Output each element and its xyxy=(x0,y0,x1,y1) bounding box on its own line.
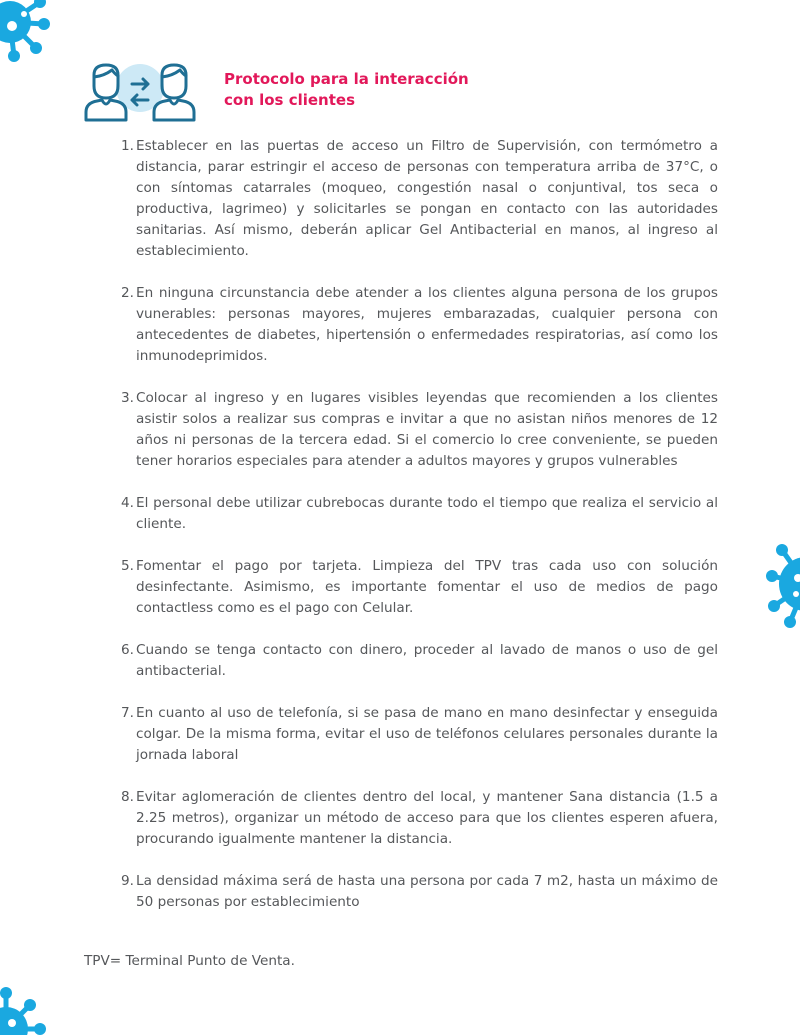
item-number: 3. xyxy=(121,390,134,406)
item-text: Fomentar el pago por tarjeta. Limpieza del TPV tras cada uso con solución desinfectante. Asimismo, es importante fomentar el uso de medios de pago contactless como es el pago con Celular. xyxy=(136,558,718,616)
virus-icon xyxy=(766,538,800,632)
item-number: 6. xyxy=(121,642,134,658)
item-text: Cuando se tenga contacto con dinero, proceder al lavado de manos o uso de gel antibacterial. xyxy=(136,642,718,679)
page-title-line2: con los clientes xyxy=(224,91,355,109)
page-title-line1: Protocolo para la interacción xyxy=(224,70,469,88)
virus-icon xyxy=(0,0,56,70)
protocol-item-3 xyxy=(121,388,718,472)
protocol-item-6 xyxy=(121,640,718,682)
footnote: TPV= Terminal Punto de Venta. xyxy=(84,953,295,969)
protocol-item-2 xyxy=(121,283,718,367)
item-text: Establecer en las puertas de acceso un Filtro de Supervisión, con termómetro a distancia, parar estringir el acceso de personas con temperatura arriba de 37°C, o con síntomas catarrales (moqueo, congestión nasal o conjuntival, tos seca o productiva, lagrimeo) y solicitarles se pongan en contacto con las autoridades sanitarias. Así mismo, deberán aplicar Gel Antibacterial en manos, al ingreso al establecimiento. xyxy=(136,138,718,259)
item-text: En cuanto al uso de telefonía, si se pasa de mano en mano desinfectar y enseguida colgar. De la misma forma, evitar el uso de teléfonos celulares personales durante la jornada laboral xyxy=(136,705,718,763)
item-text: En ninguna circunstancia debe atender a los clientes alguna persona de los grupos vunerables: personas mayores, mujeres embarazadas, cualquier persona con antecedentes de diabetes, hipertensión o enfermedades respiratorias, así como los inmunodeprimidos. xyxy=(136,285,718,364)
protocol-list xyxy=(121,136,718,934)
item-text: Evitar aglomeración de clientes dentro del local, y mantener Sana distancia (1.5 a 2.25 metros), organizar un método de acceso para que los clientes esperen afuera, procurando igualmente mantener la distancia. xyxy=(136,789,718,847)
item-number: 4. xyxy=(121,495,134,511)
protocol-item-8 xyxy=(121,787,718,850)
item-text: La densidad máxima será de hasta una persona por cada 7 m2, hasta un máximo de 50 personas por establecimiento xyxy=(136,873,718,910)
protocol-item-4 xyxy=(121,493,718,535)
item-number: 5. xyxy=(121,558,134,574)
item-number: 7. xyxy=(121,705,134,721)
item-text: Colocar al ingreso y en lugares visibles leyendas que recomienden a los clientes asistir solos a realizar sus compras e invitar a que no asistan niños menores de 12 años ni personas de la tercera edad. Si el comercio lo cree conveniente, se pueden tener horarios especiales para atender a adultos mayores y grupos vulnerables xyxy=(136,390,718,469)
item-number: 9. xyxy=(121,873,134,889)
virus-icon xyxy=(0,989,48,1035)
protocol-item-1 xyxy=(121,136,718,262)
two-people-exchange-icon xyxy=(82,58,200,124)
protocol-item-9 xyxy=(121,871,718,913)
item-text: El personal debe utilizar cubrebocas durante todo el tiempo que realiza el servicio al cliente. xyxy=(136,495,718,532)
protocol-item-7 xyxy=(121,703,718,766)
item-number: 2. xyxy=(121,285,134,301)
protocol-item-5 xyxy=(121,556,718,619)
item-number: 1. xyxy=(121,138,134,154)
page-title xyxy=(224,69,544,111)
item-number: 8. xyxy=(121,789,134,805)
